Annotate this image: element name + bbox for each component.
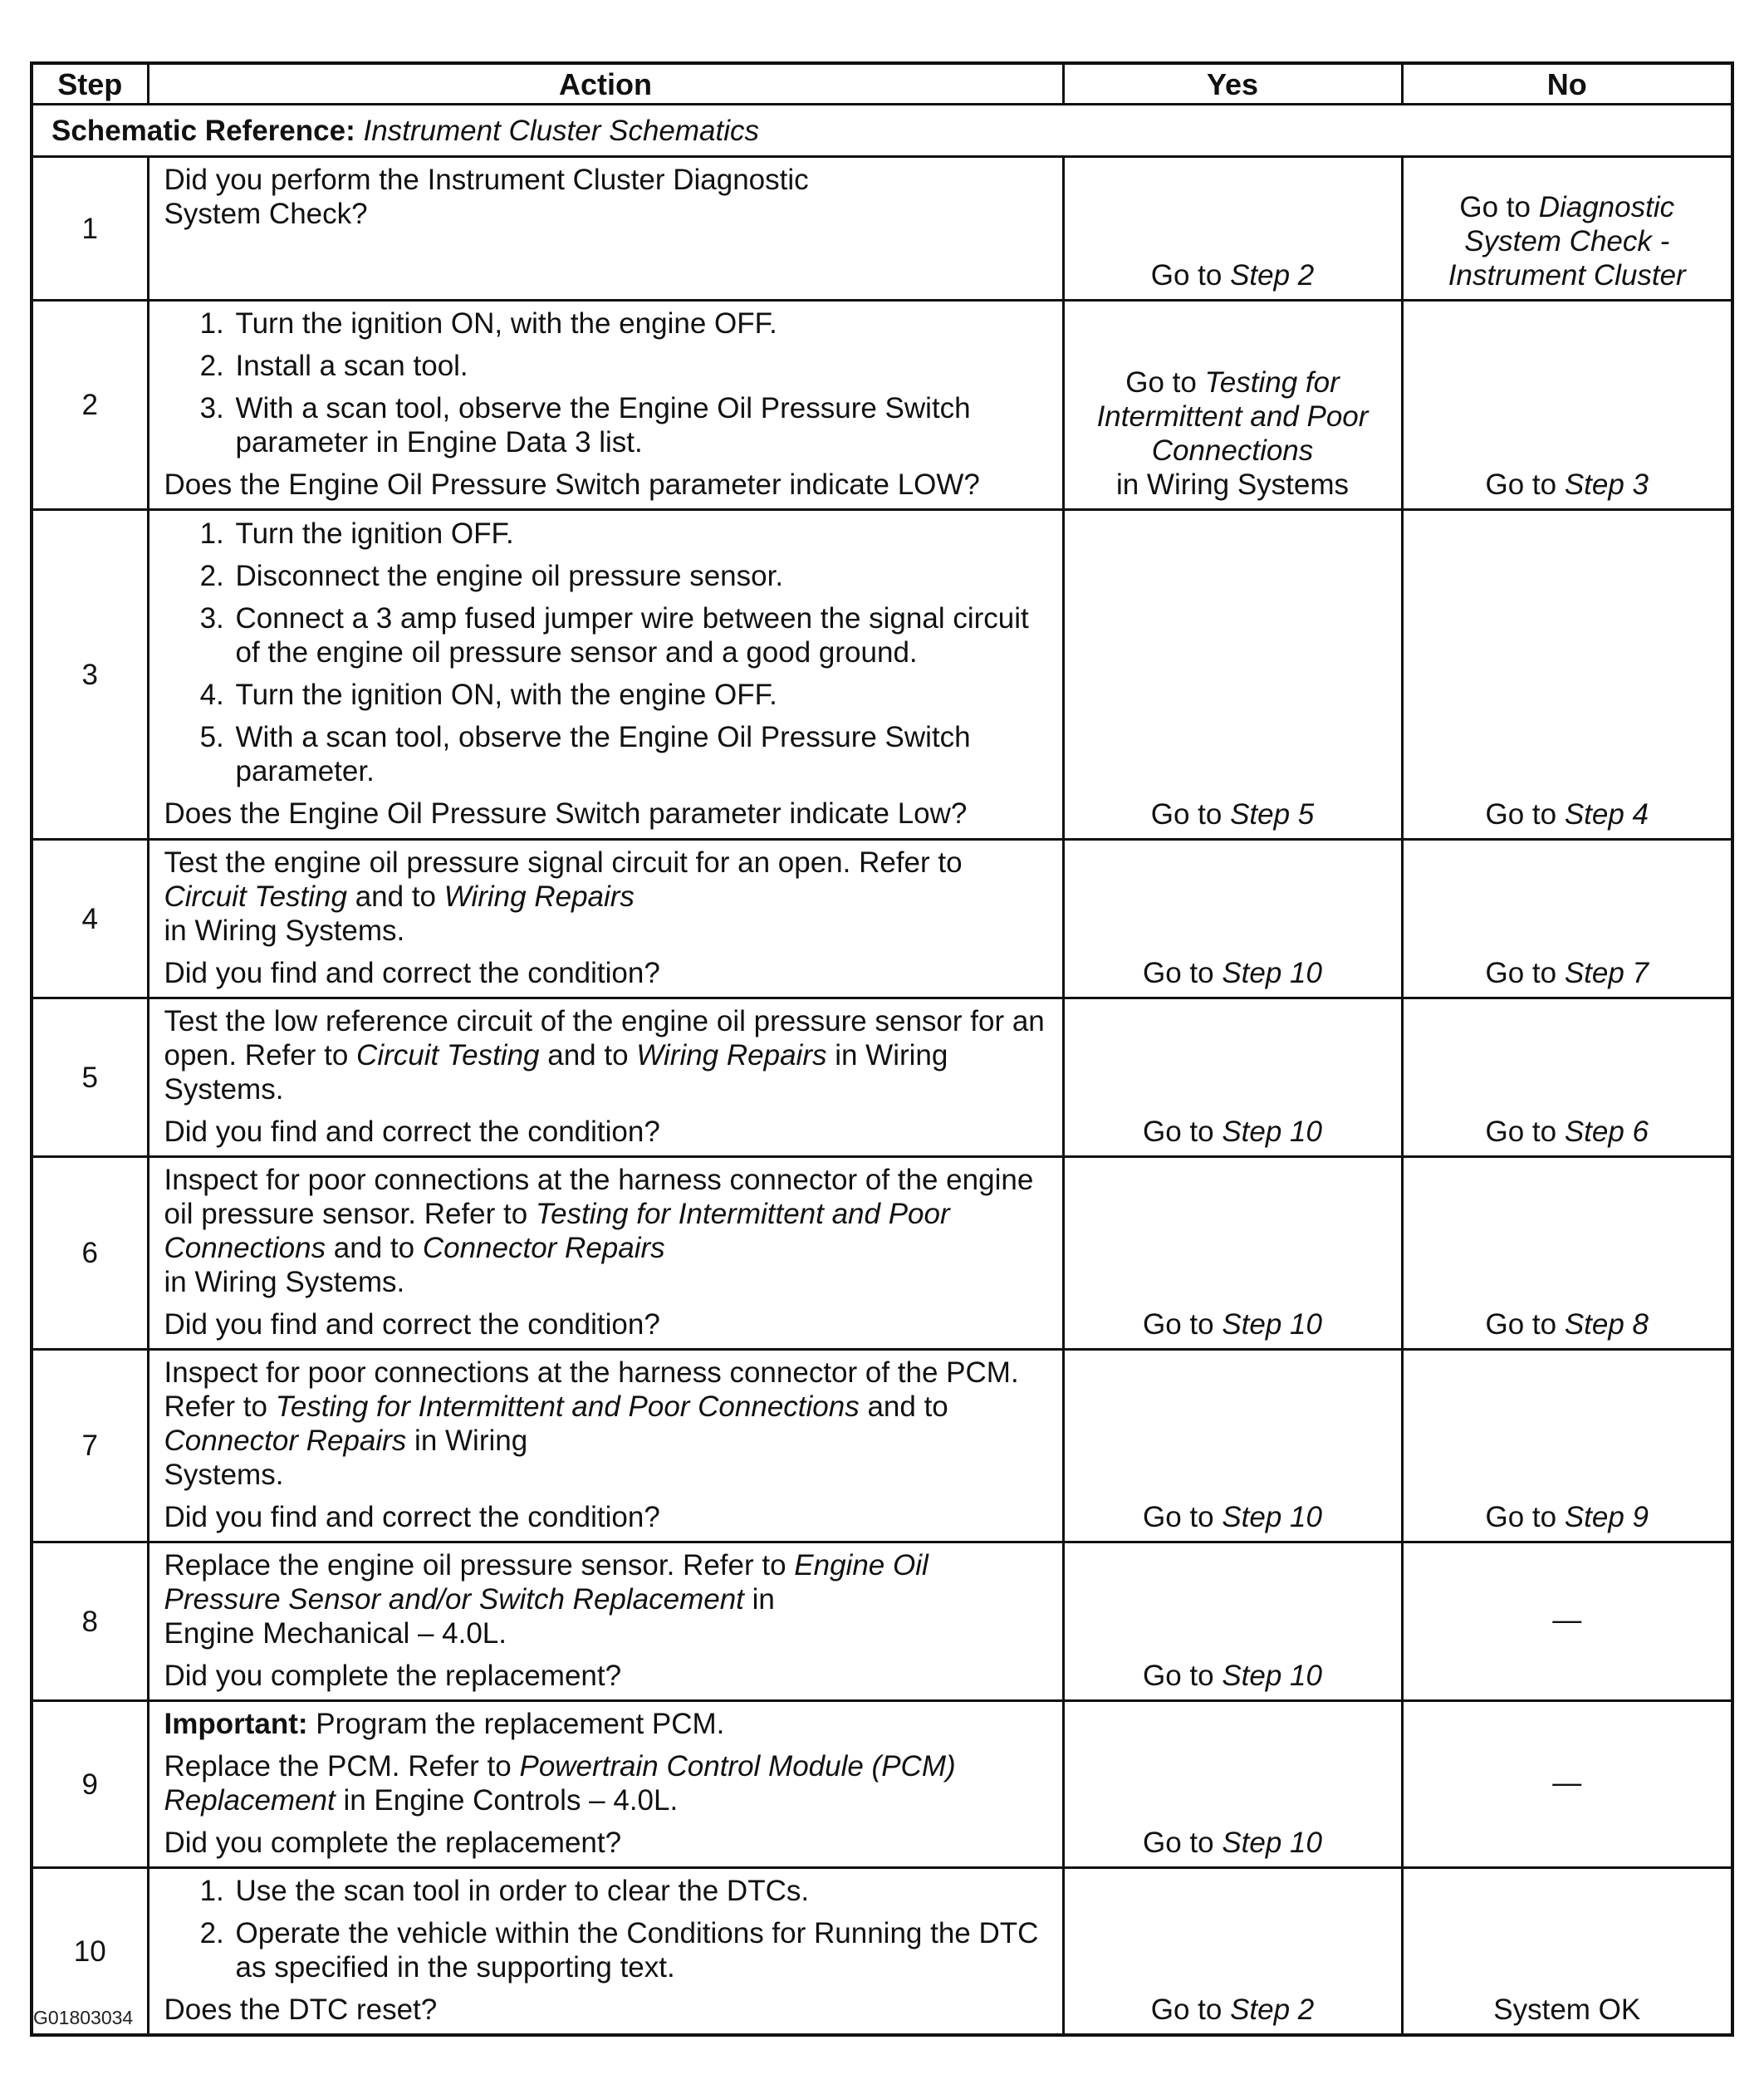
no-cell	[1402, 840, 1732, 998]
action-reference-link[interactable]: Connector Repairs	[164, 1425, 407, 1457]
action-step: 3. Connect a 3 amp fused jumper wire between the signal circuit of the engine oil pressure sensor and a good ground.	[233, 601, 1051, 669]
action-text-part: and to	[326, 1232, 423, 1264]
no-prefix: Go to	[1485, 1308, 1565, 1341]
no-cell	[1402, 157, 1732, 301]
no-prefix: Go to	[1459, 191, 1539, 223]
yes-prefix: Go to	[1143, 957, 1223, 989]
action-steps-list	[164, 306, 1051, 459]
action-text	[164, 1163, 1051, 1299]
action-text-part: and to	[346, 880, 444, 913]
action-text-part: in Wiring Systems.	[164, 1266, 405, 1298]
step-number: 8	[32, 1542, 148, 1701]
diagnostic-table	[30, 61, 1734, 2037]
action-question: Did you complete the replacement?	[164, 1660, 622, 1692]
no-cell	[1402, 510, 1732, 840]
schematic-label: Schematic Reference:	[51, 114, 355, 147]
no-link[interactable]: Step 9	[1564, 1501, 1649, 1533]
action-question: Did you complete the replacement?	[164, 1827, 622, 1859]
no-cell	[1402, 1868, 1732, 2036]
action-text-part: Test the engine oil pressure signal circuit for an open. Refer to	[164, 846, 963, 879]
action-text-part: in Wiring Systems.	[164, 1039, 948, 1106]
table-row	[32, 157, 1732, 301]
action-cell	[148, 998, 1063, 1157]
action-step: 1. Turn the ignition OFF.	[233, 517, 1051, 551]
action-text-part: Replace the engine oil pressure sensor. Refer to	[164, 1549, 795, 1582]
action-text-part: in	[743, 1583, 775, 1616]
no-cell	[1402, 1157, 1732, 1350]
action-reference-link[interactable]: Wiring Repairs	[636, 1039, 827, 1072]
action-step: 1. Turn the ignition ON, with the engine OFF.	[233, 306, 1051, 341]
no-cell	[1402, 1350, 1732, 1542]
action-text	[164, 1548, 1051, 1650]
yes-suffix: in Wiring Systems	[1115, 468, 1350, 501]
yes-cell	[1063, 1701, 1402, 1868]
yes-prefix: Go to	[1150, 798, 1231, 831]
table-row	[32, 840, 1732, 998]
action-cell	[148, 1701, 1063, 1868]
no-cell	[1402, 1701, 1732, 1868]
no-cell	[1402, 301, 1732, 510]
action-reference-link[interactable]: Wiring Repairs	[443, 880, 635, 913]
header-step: Step	[32, 63, 148, 105]
action-text	[164, 1004, 1051, 1106]
yes-cell	[1063, 1868, 1402, 2036]
no-link[interactable]: Step 8	[1564, 1308, 1649, 1341]
yes-cell	[1063, 1542, 1402, 1701]
action-step: 4. Turn the ignition ON, with the engine OFF.	[233, 678, 1051, 712]
yes-cell	[1063, 1157, 1402, 1350]
yes-prefix: Go to	[1143, 1660, 1223, 1692]
step-number: 10	[32, 1868, 148, 2036]
action-reference-link[interactable]: Engine Oil Pressure Sensor and/or Switch Replacement	[164, 1549, 929, 1616]
no-prefix: Go to	[1485, 468, 1565, 501]
table-row	[32, 1701, 1732, 1868]
no-prefix: Go to	[1485, 1501, 1565, 1533]
action-step: 2. Install a scan tool.	[233, 349, 1051, 383]
no-prefix: Go to	[1485, 798, 1565, 831]
action-cell	[148, 1157, 1063, 1350]
action-text-part: Engine Mechanical – 4.0L.	[164, 1617, 507, 1650]
action-text	[164, 1749, 1051, 1817]
action-cell	[148, 1868, 1063, 2036]
header-row	[32, 63, 1732, 105]
action-reference-link[interactable]: Circuit Testing	[164, 880, 347, 913]
action-cell	[148, 840, 1063, 998]
yes-prefix: Go to	[1150, 1993, 1231, 2026]
yes-link[interactable]: Step 10	[1222, 957, 1322, 989]
yes-prefix: Go to	[1150, 259, 1231, 292]
schematic-reference	[32, 105, 1732, 157]
yes-link[interactable]: Step 2	[1230, 259, 1315, 292]
no-result: System OK	[1493, 1993, 1641, 2026]
table-row	[32, 1157, 1732, 1350]
yes-prefix: Go to	[1143, 1827, 1223, 1859]
action-reference-link[interactable]: Powertrain Control Module (PCM) Replacement	[164, 1750, 956, 1817]
yes-cell	[1063, 157, 1402, 301]
action-text	[164, 846, 1051, 948]
action-reference-link[interactable]: Circuit Testing	[356, 1039, 540, 1072]
step-number: 1	[32, 157, 148, 301]
step-number: 3	[32, 510, 148, 840]
action-question: Did you find and correct the condition?	[164, 1116, 660, 1148]
action-text-part: in Engine Controls – 4.0L.	[335, 1784, 679, 1817]
action-cell	[148, 157, 1063, 301]
schematic-link[interactable]: Instrument Cluster Schematics	[363, 114, 760, 147]
no-prefix: Go to	[1485, 1116, 1565, 1148]
yes-link[interactable]: Testing for Intermittent and Poor Connections	[1096, 366, 1369, 467]
yes-prefix: Go to	[1143, 1501, 1223, 1533]
action-reference-link[interactable]: Testing for Intermittent and Poor Connections	[164, 1198, 950, 1264]
step-number: 7	[32, 1350, 148, 1542]
table-row	[32, 301, 1732, 510]
action-text-part: Inspect for poor connections at the harness connector of the PCM. Refer to	[164, 1356, 1019, 1423]
yes-link[interactable]: Step 5	[1230, 798, 1315, 831]
table-row	[32, 998, 1732, 1157]
no-prefix: Go to	[1485, 957, 1565, 989]
action-text-part: and to	[859, 1390, 948, 1423]
action-question: Does the Engine Oil Pressure Switch parameter indicate LOW?	[164, 468, 980, 501]
table-row	[32, 510, 1732, 840]
step-number: 4	[32, 840, 148, 998]
no-link[interactable]: Step 7	[1564, 957, 1649, 989]
header-yes: Yes	[1063, 63, 1402, 105]
important-text: Program the replacement PCM.	[307, 1708, 725, 1740]
no-link[interactable]: Step 3	[1564, 468, 1649, 501]
action-step: 2. Operate the vehicle within the Conditions for Running the DTC as specified in the supporting text.	[233, 1916, 1051, 1984]
action-reference-link[interactable]: Testing for Intermittent and Poor Connections	[275, 1390, 860, 1423]
action-text	[164, 1356, 1051, 1492]
action-question: Did you find and correct the condition?	[164, 957, 660, 989]
no-dash: —	[1552, 1766, 1582, 1799]
action-text-part: in Wiring Systems.	[164, 915, 405, 947]
table-row	[32, 1542, 1732, 1701]
yes-cell	[1063, 510, 1402, 840]
header-no: No	[1402, 63, 1732, 105]
table-row	[32, 1868, 1732, 2036]
yes-link[interactable]: Step 10	[1222, 1501, 1322, 1533]
no-cell	[1402, 998, 1732, 1157]
action-cell	[148, 1350, 1063, 1542]
action-cell	[148, 1542, 1063, 1701]
step-number: 5	[32, 998, 148, 1157]
step-number: 6	[32, 1157, 148, 1350]
yes-prefix: Go to	[1143, 1308, 1223, 1341]
important-label: Important:	[164, 1708, 308, 1740]
header-action: Action	[148, 63, 1063, 105]
action-question: Did you find and correct the condition?	[164, 1308, 660, 1341]
no-link[interactable]: Step 4	[1564, 798, 1649, 831]
action-text-part: Test the low reference circuit of the engine oil pressure sensor for an open. Refer to	[164, 1005, 1045, 1072]
action-step: 2. Disconnect the engine oil pressure sensor.	[233, 559, 1051, 593]
action-step: 3. With a scan tool, observe the Engine Oil Pressure Switch parameter in Engine Data 3 list.	[233, 391, 1051, 459]
yes-cell	[1063, 840, 1402, 998]
action-step: 5. With a scan tool, observe the Engine Oil Pressure Switch parameter.	[233, 720, 1051, 788]
yes-cell	[1063, 301, 1402, 510]
action-text-part: and to	[539, 1039, 637, 1072]
yes-cell	[1063, 998, 1402, 1157]
action-reference-link[interactable]: Connector Repairs	[422, 1232, 665, 1264]
action-text-part: Systems.	[164, 1459, 284, 1491]
yes-cell	[1063, 1350, 1402, 1542]
action-question: Does the DTC reset?	[164, 1993, 438, 2026]
yes-link[interactable]: Step 10	[1222, 1660, 1322, 1692]
yes-link[interactable]: Step 10	[1222, 1116, 1322, 1148]
action-steps-list	[164, 517, 1051, 788]
step-number: 9	[32, 1701, 148, 1868]
action-text-part: Inspect for poor connections at the harness connector of the engine oil pressure sensor. Refer to	[164, 1164, 1034, 1230]
yes-link[interactable]: Step 10	[1222, 1827, 1322, 1859]
no-link[interactable]: Diagnostic System Check - Instrument Cluster	[1448, 191, 1686, 292]
no-cell	[1402, 1542, 1732, 1701]
action-text-part: in Wiring	[406, 1425, 528, 1457]
action-question: Did you perform the Instrument Cluster Diagnostic System Check?	[164, 164, 809, 230]
figure-id: G01803034	[33, 2007, 134, 2028]
step-number: 2	[32, 301, 148, 510]
no-link[interactable]: Step 6	[1564, 1116, 1649, 1148]
action-steps-list	[164, 1874, 1051, 1984]
yes-link[interactable]: Step 10	[1222, 1308, 1322, 1341]
action-text-part: Replace the PCM. Refer to	[164, 1750, 520, 1783]
action-question: Does the Engine Oil Pressure Switch parameter indicate Low?	[164, 797, 968, 830]
action-cell	[148, 510, 1063, 840]
action-question: Did you find and correct the condition?	[164, 1501, 660, 1533]
schematic-reference-row	[32, 105, 1732, 157]
no-dash: —	[1552, 1603, 1582, 1636]
action-step: 1. Use the scan tool in order to clear the DTCs.	[233, 1874, 1051, 1908]
action-cell	[148, 301, 1063, 510]
yes-prefix: Go to	[1143, 1116, 1223, 1148]
important-note	[164, 1707, 1051, 1741]
table-row	[32, 1350, 1732, 1542]
yes-prefix: Go to	[1125, 366, 1205, 399]
yes-link[interactable]: Step 2	[1230, 1993, 1315, 2026]
